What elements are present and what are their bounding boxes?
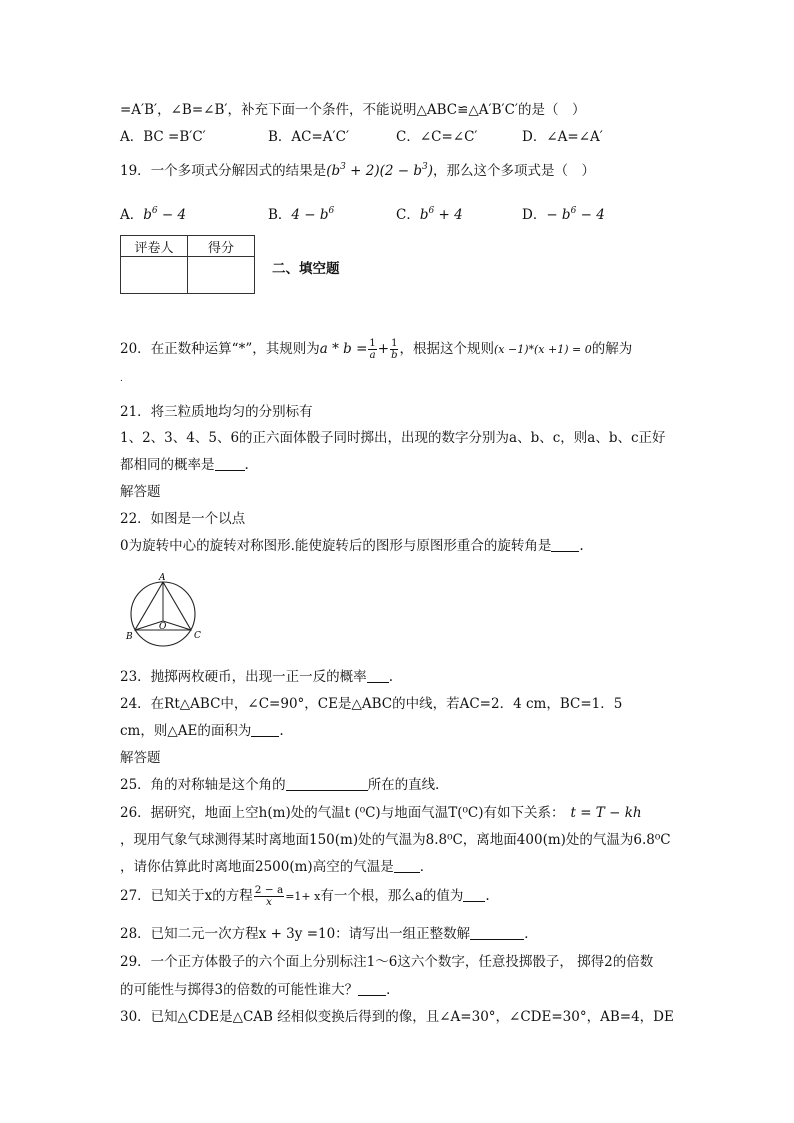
- section-title-fill-blank: 二、填空题: [272, 261, 340, 277]
- question-22-line-1: 22．如图是一个以点: [120, 511, 246, 527]
- question-22-line-2: 0为旋转中心的旋转对称图形.能使旋转后的图形与原图形重合的旋转角是 .: [120, 538, 584, 554]
- grader-header: 评卷人: [121, 236, 188, 257]
- q21-answer-blank[interactable]: [215, 456, 245, 471]
- q29-answer-blank[interactable]: [358, 981, 386, 996]
- question-27: 27．已知关于x的方程 $\frac{2 - a}{x}$ =1+ x有一个根，那么a的值为 .: [120, 884, 490, 908]
- question-29-line-1: 29．一个正方体骰子的六个面上分别标注1～6这六个数字，任意投掷骰子， 掷得2的倍数: [120, 954, 654, 970]
- q24-answer-blank[interactable]: [251, 722, 279, 737]
- q25-answer-blank[interactable]: [286, 776, 368, 791]
- q19-option-d: D．− $b^6 - 4$: [522, 206, 605, 223]
- q27-answer-blank[interactable]: [463, 887, 485, 902]
- figure-label-a: A: [159, 573, 166, 583]
- q26-answer-blank[interactable]: [394, 858, 420, 873]
- q18-option-d: D．∠A=∠A′: [522, 129, 603, 145]
- score-header: 得分: [188, 236, 255, 257]
- question-29-line-2: 的可能性与掷得3的倍数的可能性谁大？ ．: [120, 982, 400, 998]
- score-table: [120, 235, 255, 294]
- question-26-line-3: ，请你估算此时离地面2500(m)高空的气温是 ．: [120, 859, 434, 875]
- q18-option-b: B．AC=A′C′: [268, 129, 350, 145]
- question-19-stem: 19．一个多项式分解因式的结果是$(b^3 + 2)(2 - b^3)$，那么这个多项式是（ ）: [120, 162, 596, 179]
- q28-answer-blank[interactable]: [470, 925, 524, 940]
- question-26-line-2: ，现用气象气球测得某时离地面150(m)处的气温为8.8⁰C，离地面400(m)处的气温为6.8⁰C: [120, 832, 671, 848]
- score-cell[interactable]: [188, 257, 255, 294]
- figure-label-o: O: [159, 622, 167, 632]
- q18-option-a: A．BC =B′C′: [120, 129, 206, 145]
- question-30-line-1: 30．已知△CDE是△CAB 经相似变换后得到的像，且∠A=30°，∠CDE=30°，AB=4，DE: [120, 1009, 674, 1025]
- question-21-line-1: 21．将三粒质地均匀的分别标有: [120, 404, 313, 420]
- question-25: 25．角的对称轴是这个角的 所在的直线．: [120, 777, 449, 793]
- figure-label-c: C: [194, 631, 201, 641]
- question-20-trailing-dot: .: [120, 374, 123, 384]
- q22-answer-blank[interactable]: [551, 537, 579, 552]
- figure-label-b: B: [126, 632, 133, 642]
- question-26-line-1: 26．据研究，地面上空h(m)处的气温t (⁰C)与地面气温T(⁰C)有如下关系： t = T − kh: [120, 805, 642, 821]
- q18-option-c: C．∠C=∠C′: [396, 129, 478, 145]
- question-28: 28．已知二元一次方程x + 3y =10：请写出一组正整数解 ．: [120, 926, 538, 942]
- grader-cell[interactable]: [121, 257, 188, 294]
- rotation-figure: [120, 572, 210, 648]
- question-21-line-3: 都相同的概率是 .: [120, 457, 249, 473]
- q19-option-b: B．$4 - b^6$: [268, 206, 335, 223]
- question-18-stem: =A′B′，∠B=∠B′，补充下面一个条件，不能说明△ABC≌△A′B′C′的是（ ）: [120, 102, 586, 118]
- question-20-stem: 20．在正数种运算“*”，其规则为a * b = $\frac{1}{a}$ + $\frac{1}{b}$ ，根据这个规则(x −1)*(x +1) = 0的解为: [120, 338, 633, 361]
- question-24-line-2: cm，则△AE的面积为 .: [120, 723, 284, 739]
- question-21-line-2: 1、2、3、4、5、6的正六面体骰子同时掷出，出现的数字分别为a、b、c，则a、b、c正好: [120, 430, 666, 446]
- q23-answer-blank[interactable]: [367, 668, 389, 683]
- q19-option-c: C．$b^6 + 4$: [396, 206, 463, 223]
- question-24-line-1: 24．在Rt△ABC中，∠C=90°，CE是△ABC的中线，若AC=2．4 cm，BC=1．5: [120, 696, 623, 712]
- q19-option-a: A．$b^6 - 4$: [120, 206, 187, 223]
- heading-answer-questions: 解答题: [120, 484, 161, 500]
- question-23: 23．抛掷两枚硬币，出现一正一反的概率 .: [120, 669, 393, 685]
- heading-answer-questions-2: 解答题: [120, 750, 161, 766]
